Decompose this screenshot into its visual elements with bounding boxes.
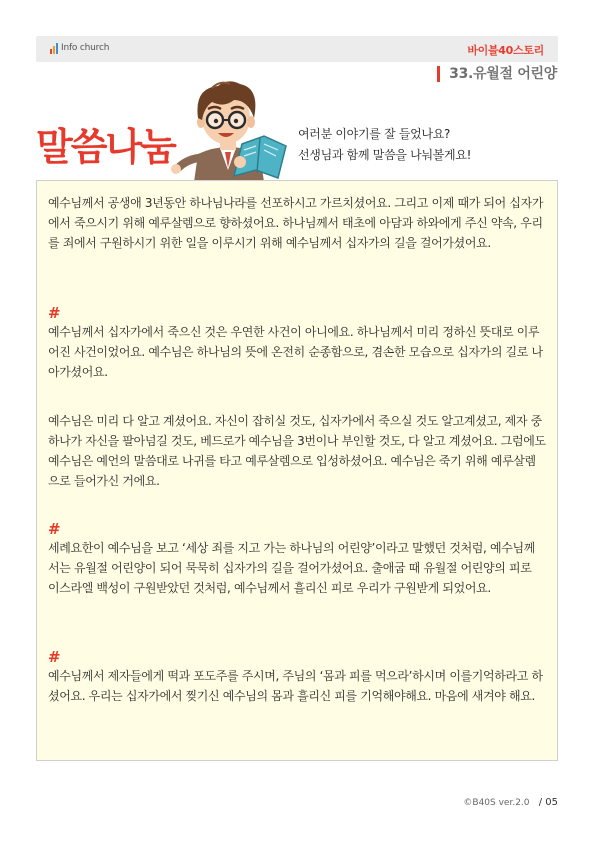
episode-title: 33.유월절 어린양 [437, 66, 557, 82]
section-hash-marker: # [48, 304, 61, 322]
section-5 [48, 648, 546, 706]
section-4 [48, 520, 546, 598]
section-hash-marker: # [48, 520, 61, 538]
page-title: 말씀나눔 [36, 125, 175, 169]
section-text: 예수님은 미리 다 알고 계셨어요. 자신이 잡히실 것도, 십자가에서 죽으실 것도 알고계셨고, 제자 중 하나가 자신을 팔아넘길 것도, 베드로가 예수님을 3번이나 부인할 것도, 다 알고 계셨어요. 그럼에도 예수님은 예언의 말씀대로 나귀를 타고 예루살렘으로 입성하셨어요. 예수님은 죽기 위해 예루살렘으로 들어가신 거에요. [48, 414, 546, 488]
info-church-logo [50, 43, 109, 54]
intro-line-2: 선생님과 함께 말씀을 나눠볼게요! [298, 148, 472, 162]
teacher-reading-book-illustration [168, 78, 288, 182]
section-text: 예수님께서 제자들에게 떡과 포도주를 주시며, 주님의 ‘몸과 피를 먹으라’하시며 이를기억하라고 하셨어요. 우리는 십자가에서 찢기신 예수님의 몸과 흘리신 피를 기억해야해요. 마음에 새겨야 해요. [48, 669, 543, 703]
section-text: 예수님께서 십자가에서 죽으신 것은 우연한 사건이 아니에요. 하나님께서 미리 정하신 뜻대로 이루어진 사건이었어요. 예수님은 하나님의 뜻에 온전히 순종함으로, 겸손한 모습으로 십자가의 길로 나아가셨어요. [48, 325, 543, 379]
copyright-text: ©B40S ver.2.0 [463, 798, 530, 808]
section-3 [48, 411, 546, 491]
page-number: / 05 [538, 797, 558, 808]
section-hash-marker: # [48, 648, 61, 666]
footer [463, 797, 558, 808]
info-church-logo-icon [50, 43, 58, 54]
series-title: 바이블40스토리 [467, 44, 544, 57]
section-2 [48, 304, 546, 382]
section-1 [48, 193, 546, 253]
top-bar [36, 36, 558, 62]
intro-text [298, 124, 471, 166]
section-text: 세례요한이 예수님을 보고 ‘세상 죄를 지고 가는 하나님의 어린양’이라고 말했던 것처럼, 예수님께서는 유월절 어린양이 되어 묵묵히 십자가의 길을 걸어가셨어요. 출애굽 때 유월절 어린양의 피로 이스라엘 백성이 구원받았던 것처럼, 예수님께서 흘리신 피로 우리가 구원받게 되었어요. [48, 541, 535, 595]
section-text: 예수님께서 공생애 3년동안 하나님나라를 선포하시고 가르치셨어요. 그리고 이제 때가 되어 십자가에서 죽으시기 위해 예루살렘으로 향하셨어요. 하나님께서 태초에 아담과 하와에게 주신 약속, 우리를 죄에서 구원하시기 위한 일을 이루시기 위해 예수님께서 십자가의 길을 걸어가셨어요. [48, 196, 544, 250]
intro-line-1: 여러분 이야기를 잘 들었나요? [298, 127, 451, 141]
logo-text: Info church [61, 43, 110, 53]
